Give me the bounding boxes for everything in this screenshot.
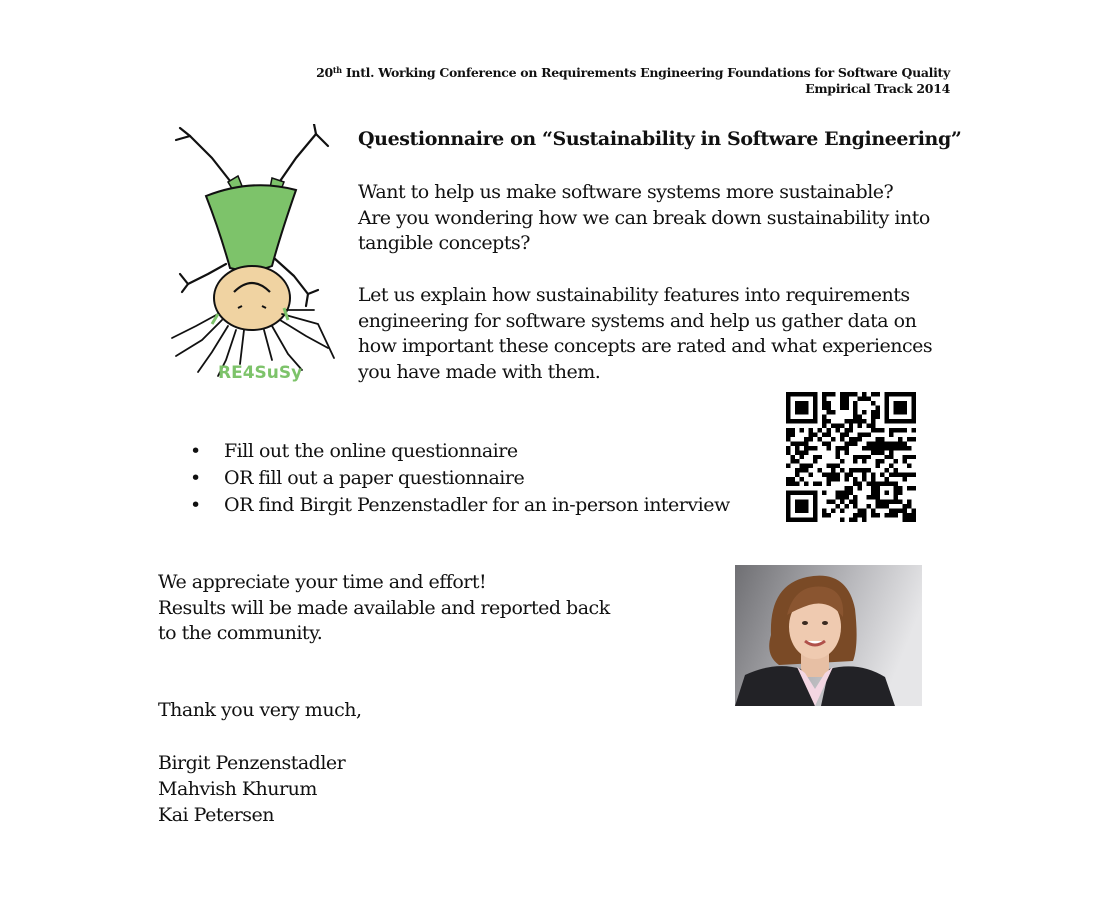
list-item: • Fill out the online questionnaire	[190, 438, 730, 465]
list-item: • OR find Birgit Penzenstadler for an in-person interview	[190, 492, 730, 519]
closing-text: We appreciate your time and effort! Results will be made available and reported back to the community.	[158, 571, 610, 645]
thanks-text: Thank you very much,	[158, 699, 362, 721]
page-title: Questionnaire on “Sustainability in Software Engineering”	[358, 128, 962, 150]
intro-paragraph-2: Let us explain how sustainability features into requirements engineering for software systems and help us gather data on how important these concepts are rated and what experiences you have made with them.	[358, 283, 933, 383]
author-name: Kai Petersen	[158, 804, 275, 826]
author-list	[158, 750, 345, 828]
re4susy-logo	[168, 124, 340, 386]
intro-text	[358, 180, 958, 411]
list-item: • OR fill out a paper questionnaire	[190, 465, 730, 492]
conference-header	[316, 62, 950, 97]
conference-track: Empirical Track 2014	[805, 81, 950, 96]
author-name: Birgit Penzenstadler	[158, 752, 346, 774]
bullet-icon: •	[190, 494, 201, 516]
author-photo	[735, 565, 922, 706]
author-name: Mahvish Khurum	[158, 778, 317, 800]
logo-text: RE4SuSy	[218, 363, 303, 383]
participation-options	[190, 438, 730, 519]
conference-title: 20th Intl. Working Conference on Requirements Engineering Foundations for Software Quality	[316, 65, 950, 80]
intro-paragraph-1: Want to help us make software systems more sustainable? Are you wondering how we can break down sustainability into tangible concepts?	[358, 181, 930, 255]
qr-code[interactable]	[786, 392, 916, 522]
bullet-icon: •	[190, 467, 201, 489]
bullet-icon: •	[190, 440, 201, 462]
